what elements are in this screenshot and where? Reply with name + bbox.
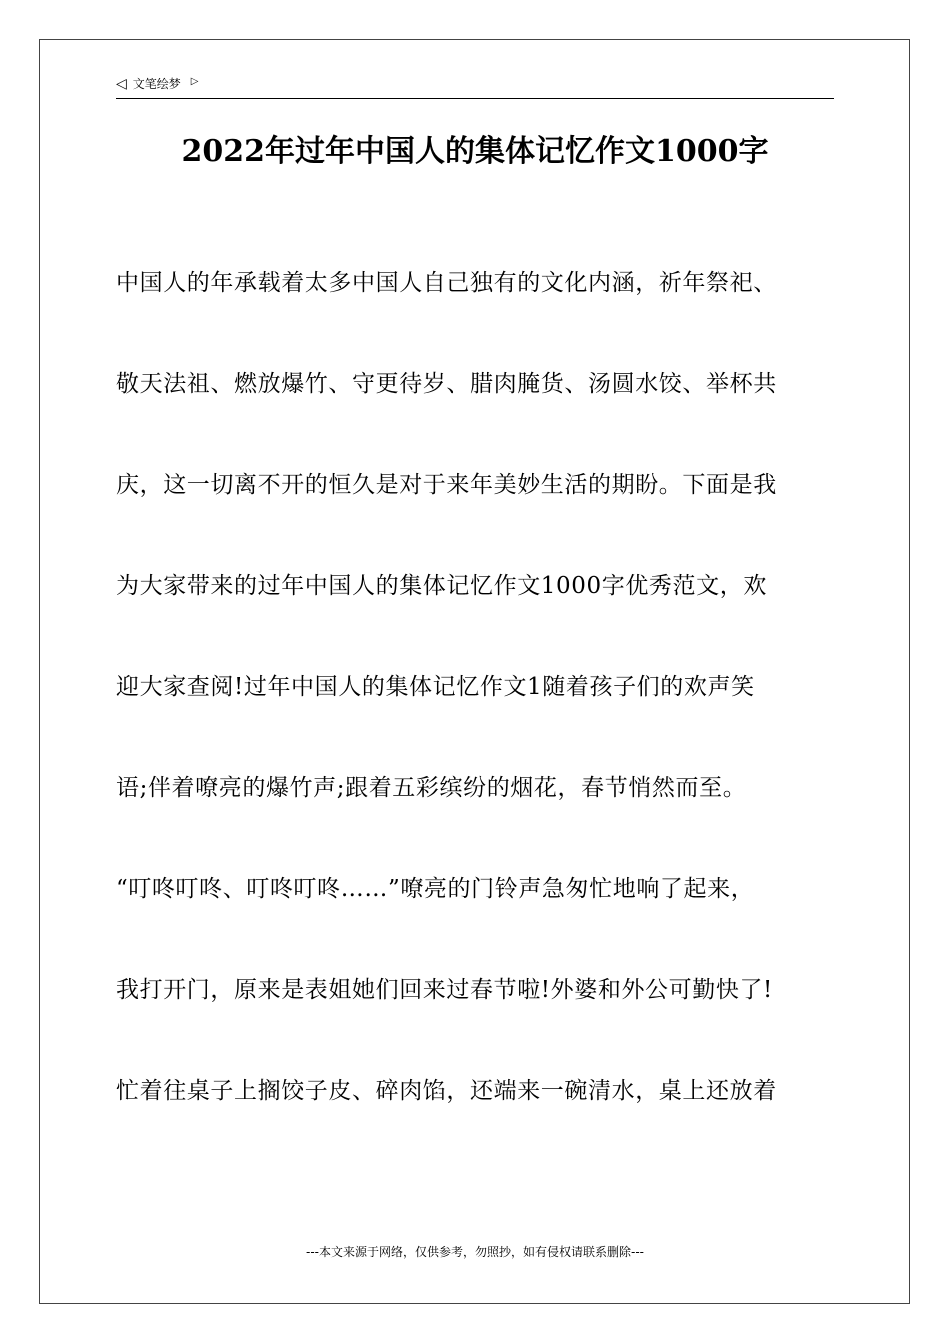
triangle-left-icon: ◁ — [116, 76, 127, 92]
document-body — [116, 258, 836, 1167]
body-line: 敬天法祖、燃放爆竹、守更待岁、腊肉腌货、汤圆水饺、举杯共 — [116, 371, 777, 397]
body-line: 我打开门，原来是表姐她们回来过春节啦!外婆和外公可勤快了! — [116, 977, 773, 1003]
body-line: 为大家带来的过年中国人的集体记忆作文1000字优秀范文，欢 — [116, 573, 767, 599]
body-line: “叮咚叮咚、叮咚叮咚……”嘹亮的门铃声急匆忙地响了起来， — [116, 876, 755, 902]
footer-disclaimer: ---本文来源于网络，仅供参考，勿照抄，如有侵权请联系删除--- — [306, 1245, 644, 1259]
document-title: 2022年过年中国人的集体记忆作文1000字 — [181, 134, 769, 169]
body-line: 庆，这一切离不开的恒久是对于来年美妙生活的期盼。下面是我 — [116, 472, 777, 498]
body-line: 语;伴着嘹亮的爆竹声;跟着五彩缤纷的烟花，春节悄然而至。 — [116, 775, 747, 801]
brand — [116, 76, 199, 92]
body-line: 忙着往桌子上搁饺子皮、碎肉馅，还端来一碗清水，桌上还放着 — [116, 1078, 777, 1104]
body-line: 中国人的年承载着太多中国人自己独有的文化内涵，祈年祭祀、 — [116, 270, 777, 296]
triangle-right-icon: ▷ — [190, 76, 199, 87]
body-line: 迎大家查阅!过年中国人的集体记忆作文1随着孩子们的欢声笑 — [116, 674, 755, 700]
brand-label: 文笔绘梦 — [132, 77, 181, 91]
page-header — [116, 74, 834, 99]
